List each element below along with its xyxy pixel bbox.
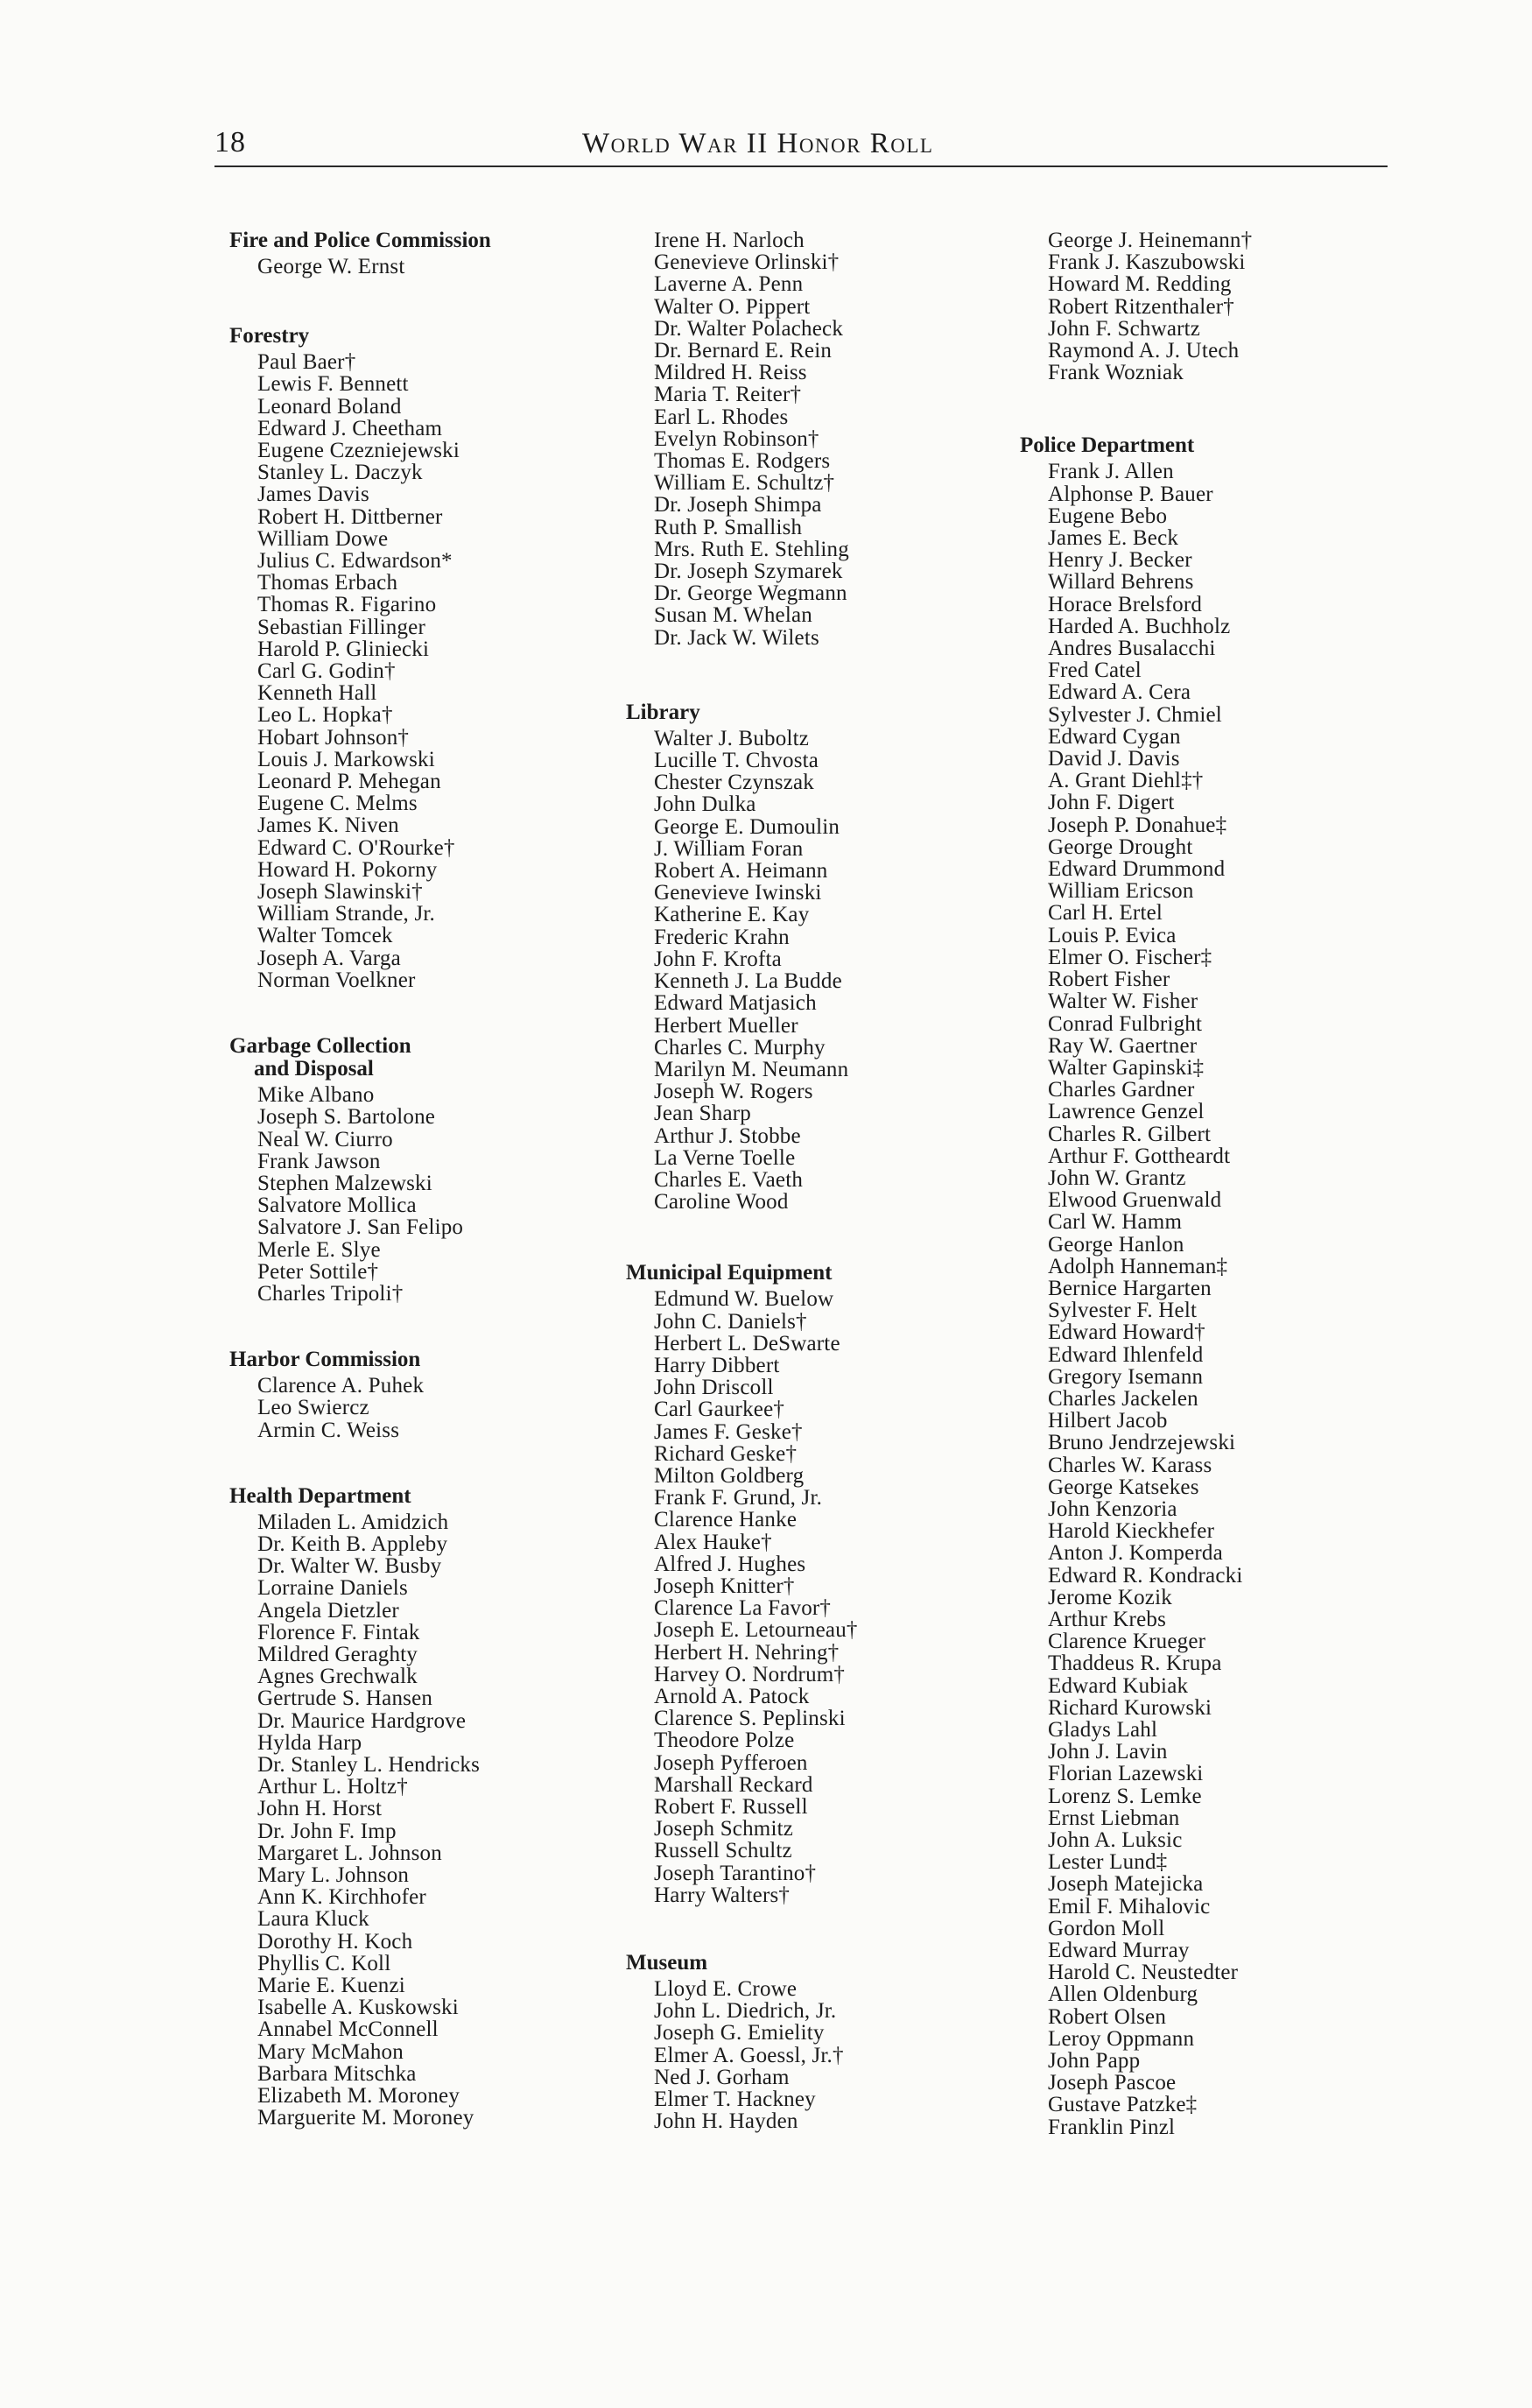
name-entry: Robert Fisher	[1048, 968, 1170, 992]
name-entry: Harold C. Neustedter	[1048, 1961, 1239, 1985]
name-entry: Peter Sottile†	[257, 1259, 379, 1284]
name-entry: Allen Oldenburg	[1048, 1982, 1198, 2007]
name-entry: James F. Geske†	[654, 1419, 803, 1444]
name-entry: David J. Davis	[1048, 747, 1180, 771]
name-entry: William E. Schultz†	[654, 471, 835, 496]
name-entry: Joseph Knitter†	[654, 1574, 795, 1598]
name-entry: Jerome Kozik	[1048, 1585, 1172, 1609]
name-entry: Walter J. Buboltz	[654, 726, 810, 750]
name-entry: Lawrence Genzel	[1048, 1100, 1205, 1124]
name-entry: Edward R. Kondracki	[1048, 1563, 1243, 1588]
name-entry: Fred Catel	[1048, 658, 1142, 683]
name-entry: Kenneth Hall	[257, 681, 377, 706]
name-entry: Robert A. Heimann	[654, 859, 828, 884]
name-entry: John H. Horst	[257, 1797, 383, 1821]
name-entry: Hobart Johnson†	[257, 725, 410, 750]
name-entry: Harry Dibbert	[654, 1353, 780, 1377]
name-entry: Edward Ihlenfeld	[1048, 1342, 1204, 1367]
name-entry: J. William Foran	[654, 836, 804, 861]
name-entry: Joseph A. Varga	[257, 946, 401, 970]
name-entry: Kenneth J. La Budde	[654, 969, 842, 994]
name-entry: Willard Behrens	[1048, 570, 1194, 595]
name-entry: Robert F. Russell	[654, 1795, 808, 1819]
section-forestry	[229, 325, 606, 991]
name-entry: John F. Schwartz	[1048, 316, 1201, 341]
name-entry: Mary McMahon	[257, 2039, 404, 2064]
name-entry: Mildred H. Reiss	[654, 361, 807, 385]
name-entry: Joseph P. Donahue‡	[1048, 813, 1227, 837]
name-list	[626, 229, 1002, 649]
section-police	[1020, 434, 1396, 2137]
name-entry: Conrad Fulbright	[1048, 1011, 1203, 1036]
name-entry: Harvey O. Nordrum†	[654, 1662, 846, 1686]
name-entry: Mildred Geraghty	[257, 1642, 418, 1666]
name-list	[229, 351, 606, 991]
name-entry: Hilbert Jacob	[1048, 1409, 1168, 1433]
name-entry: Frank Wozniak	[1048, 361, 1184, 385]
name-entry: Harded A. Buchholz	[1048, 614, 1231, 638]
name-list	[626, 1288, 1002, 1906]
name-entry: William Ericson	[1048, 879, 1194, 904]
name-entry: Joseph Pascoe	[1048, 2071, 1177, 2095]
name-entry: Armin C. Weiss	[257, 1418, 400, 1442]
name-entry: Elizabeth M. Moroney	[257, 2084, 460, 2109]
name-entry: George Katsekes	[1048, 1475, 1199, 1499]
name-entry: Henry J. Becker	[1048, 548, 1192, 573]
name-entry: Norman Voelkner	[257, 968, 416, 992]
name-entry: Alex Hauke†	[654, 1530, 772, 1554]
name-entry: William Strande, Jr.	[257, 902, 435, 926]
page-header	[214, 123, 1388, 166]
name-entry: Edward Matjasich	[654, 991, 817, 1016]
name-entry: Salvatore Mollica	[257, 1193, 417, 1218]
name-entry: Maria T. Reiter†	[654, 383, 802, 407]
name-entry: John F. Digert	[1048, 791, 1175, 815]
name-entry: Gregory Isemann	[1048, 1364, 1204, 1389]
name-entry: George E. Dumoulin	[654, 814, 840, 839]
section-library	[626, 701, 1002, 1213]
name-entry: Elwood Gruenwald	[1048, 1188, 1222, 1213]
name-entry: Charles Jackelen	[1048, 1386, 1198, 1411]
name-entry: Salvatore J. San Felipo	[257, 1215, 464, 1240]
name-entry: Marshall Reckard	[654, 1772, 813, 1797]
name-entry: Carl G. Godin†	[257, 659, 396, 684]
name-entry: Frank Jawson	[257, 1149, 381, 1173]
name-entry: Joseph E. Letourneau†	[654, 1618, 858, 1643]
name-entry: Richard Kurowski	[1048, 1695, 1212, 1720]
name-entry: Edward Howard†	[1048, 1320, 1205, 1345]
name-entry: Sebastian Fillinger	[257, 615, 425, 639]
name-entry: Bruno Jendrzejewski	[1048, 1431, 1236, 1455]
name-entry: Herbert L. DeSwarte	[654, 1331, 840, 1355]
column-2	[626, 229, 1002, 2132]
name-entry: Leroy Oppmann	[1048, 2026, 1195, 2051]
name-entry: Stanley L. Daczyk	[257, 461, 423, 485]
section-title: Museum	[626, 1951, 708, 1975]
name-entry: Frank J. Kaszubowski	[1048, 250, 1246, 275]
name-entry: Lorenz S. Lemke	[1048, 1784, 1202, 1808]
name-entry: Herbert Mueller	[654, 1013, 798, 1038]
name-entry: Joseph Slawinski†	[257, 880, 423, 905]
name-entry: Dr. Keith B. Appleby	[257, 1531, 448, 1556]
name-entry: Florence F. Fintak	[257, 1620, 420, 1644]
name-entry: Dr. Walter Polacheck	[654, 316, 844, 341]
section-title: Fire and Police Commission	[229, 229, 491, 252]
name-entry: Genevieve Iwinski	[654, 881, 822, 905]
name-entry: Herbert H. Nehring†	[654, 1640, 840, 1665]
name-entry: Walter Gapinski‡	[1048, 1055, 1205, 1080]
name-entry: Lewis F. Bennett	[257, 372, 409, 397]
name-entry: Franklin Pinzl	[1048, 2115, 1176, 2139]
name-entry: Dorothy H. Koch	[257, 1929, 413, 1954]
header-rule	[214, 165, 1388, 167]
name-entry: Charles Tripoli†	[257, 1281, 404, 1306]
section-garbage	[229, 1035, 606, 1305]
name-list	[626, 728, 1002, 1213]
name-entry: Stephen Malzewski	[257, 1171, 432, 1195]
name-entry: Charles C. Murphy	[654, 1035, 826, 1060]
name-entry: Edward Kubiak	[1048, 1673, 1189, 1698]
name-entry: John Kenzoria	[1048, 1496, 1177, 1521]
section-municipal-equipment	[626, 1262, 1002, 1906]
name-entry: Gertrude S. Hansen	[257, 1686, 433, 1711]
name-entry: Howard M. Redding	[1048, 272, 1232, 297]
name-entry: La Verne Toelle	[654, 1145, 796, 1170]
name-entry: Robert Ritzenthaler†	[1048, 294, 1234, 319]
name-list	[626, 1978, 1002, 2132]
section-title-line2: and Disposal	[254, 1057, 374, 1081]
name-entry: A. Grant Diehl‡†	[1048, 769, 1204, 793]
name-entry: George Hanlon	[1048, 1232, 1184, 1257]
name-entry: Mary L. Johnson	[257, 1862, 410, 1887]
name-entry: Charles E. Vaeth	[654, 1167, 804, 1192]
name-entry: Sylvester F. Helt	[1048, 1299, 1198, 1323]
name-entry: Laverne A. Penn	[654, 272, 804, 297]
name-entry: Irene H. Narloch	[654, 229, 805, 252]
name-entry: Caroline Wood	[654, 1190, 789, 1215]
name-entry: Charles Gardner	[1048, 1078, 1195, 1102]
name-entry: Barbara Mitschka	[257, 2061, 417, 2086]
name-entry: Chester Czynszak	[654, 771, 815, 795]
name-entry: Carl W. Hamm	[1048, 1210, 1183, 1235]
name-entry: Adolph Hanneman‡	[1048, 1254, 1228, 1278]
name-entry: Margaret L. Johnson	[257, 1841, 442, 1865]
name-entry: Frank F. Grund, Jr.	[654, 1486, 823, 1510]
name-entry: Neal W. Ciurro	[257, 1127, 393, 1151]
section-museum-continued	[1020, 229, 1396, 384]
name-entry: John J. Lavin	[1048, 1740, 1168, 1764]
name-entry: Merle E. Slye	[257, 1237, 381, 1262]
section-harbor	[229, 1348, 606, 1441]
name-entry: Walter W. Fisher	[1048, 989, 1198, 1014]
name-entry: Raymond A. J. Utech	[1048, 339, 1240, 363]
name-entry: Dr. George Wegmann	[654, 581, 847, 606]
name-entry: Alfred J. Hughes	[654, 1552, 806, 1576]
name-entry: John L. Diedrich, Jr.	[654, 1999, 837, 2024]
name-entry: Angela Dietzler	[257, 1598, 399, 1623]
name-entry: Ned J. Gorham	[654, 2065, 790, 2089]
name-entry: James E. Beck	[1048, 526, 1179, 551]
section-title: Municipal Equipment	[626, 1261, 833, 1285]
name-list	[229, 1375, 606, 1441]
name-entry: Joseph Schmitz	[654, 1817, 794, 1841]
name-entry: Lester Lund‡	[1048, 1850, 1168, 1875]
name-entry: Dr. Bernard E. Rein	[654, 339, 833, 363]
name-entry: John Driscoll	[654, 1376, 774, 1400]
name-entry: Elmer A. Goessl, Jr.†	[654, 2043, 844, 2067]
name-entry: Mrs. Ruth E. Stehling	[654, 537, 849, 561]
name-entry: Charles W. Karass	[1048, 1453, 1212, 1477]
name-entry: Clarence Hanke	[654, 1508, 798, 1532]
name-entry: Marilyn M. Neumann	[654, 1057, 849, 1081]
name-entry: Ernst Liebman	[1048, 1806, 1180, 1830]
name-entry: John Papp	[1048, 2049, 1141, 2074]
name-entry: Dr. Maurice Hardgrove	[257, 1708, 467, 1733]
name-entry: Julius C. Edwardson*	[257, 549, 453, 574]
name-entry: Susan M. Whelan	[654, 603, 812, 628]
name-entry: Louis P. Evica	[1048, 923, 1177, 947]
name-entry: James Davis	[257, 482, 369, 507]
section-museum	[626, 1952, 1002, 2132]
name-entry: Clarence A. Puhek	[257, 1374, 425, 1398]
section-title: Forestry	[229, 324, 310, 349]
name-entry: Robert Olsen	[1048, 2004, 1167, 2029]
name-entry: Elmer T. Hackney	[654, 2088, 816, 2112]
name-entry: Carl Gaurkee†	[654, 1398, 785, 1422]
name-entry: Carl H. Ertel	[1048, 901, 1163, 926]
name-entry: John A. Luksic	[1048, 1828, 1183, 1853]
name-entry: Laura Kluck	[257, 1907, 369, 1932]
name-entry: Lucille T. Chvosta	[654, 749, 819, 773]
name-entry: Dr. Stanley L. Hendricks	[257, 1752, 481, 1777]
name-entry: Eugene Czezniejewski	[257, 439, 460, 463]
name-entry: Isabelle A. Kuskowski	[257, 1996, 459, 2020]
name-entry: Mike Albano	[257, 1083, 375, 1108]
name-entry: Eugene C. Melms	[257, 792, 418, 816]
name-entry: Dr. Joseph Szymarek	[654, 560, 843, 584]
name-entry: Dr. Joseph Shimpa	[654, 493, 822, 518]
name-entry: Walter O. Pippert	[654, 294, 811, 319]
name-entry: John W. Grantz	[1048, 1165, 1186, 1190]
name-entry: Hylda Harp	[257, 1730, 362, 1755]
name-entry: Edward J. Cheetham	[257, 416, 443, 440]
name-entry: Joseph Matejicka	[1048, 1872, 1204, 1897]
name-entry: James K. Niven	[257, 813, 399, 838]
name-entry: Clarence Krueger	[1048, 1630, 1206, 1654]
name-entry: Arnold A. Patock	[654, 1684, 810, 1708]
name-entry: Emil F. Mihalovic	[1048, 1894, 1211, 1919]
name-entry: Leonard Boland	[257, 394, 402, 419]
name-entry: Gustave Patzke‡	[1048, 2093, 1198, 2117]
name-entry: Arthur L. Holtz†	[257, 1775, 408, 1799]
name-entry: Clarence S. Peplinski	[654, 1707, 846, 1731]
name-entry: Joseph S. Bartolone	[257, 1105, 436, 1130]
name-entry: Theodore Polze	[654, 1729, 795, 1753]
section-fire-police	[229, 229, 606, 278]
name-entry: Thomas E. Rodgers	[654, 449, 831, 474]
running-title: World War II Honor Roll	[582, 128, 934, 159]
section-title	[229, 1035, 606, 1081]
section-health-continued	[626, 229, 1002, 649]
name-entry: Florian Lazewski	[1048, 1762, 1204, 1786]
name-entry: Joseph W. Rogers	[654, 1080, 813, 1104]
name-entry: Richard Geske†	[654, 1441, 798, 1466]
name-list	[1020, 229, 1396, 384]
name-entry: Edward Cygan	[1048, 724, 1181, 749]
column-1	[229, 229, 606, 2129]
name-entry: Joseph Tarantino†	[654, 1861, 817, 1885]
name-list	[229, 256, 606, 278]
name-entry: Clarence La Favor†	[654, 1596, 832, 1621]
section-title: Health Department	[229, 1483, 411, 1508]
name-entry: Andres Busalacchi	[1048, 637, 1216, 661]
name-entry: Alphonse P. Bauer	[1048, 482, 1213, 506]
name-entry: Eugene Bebo	[1048, 503, 1168, 528]
name-entry: Earl L. Rhodes	[654, 405, 789, 429]
name-entry: Frederic Krahn	[654, 925, 790, 949]
name-entry: Anton J. Komperda	[1048, 1541, 1223, 1566]
name-entry: William Dowe	[257, 526, 389, 551]
name-entry: Edward Drummond	[1048, 857, 1226, 882]
section-title: Harbor Commission	[229, 1348, 421, 1372]
name-entry: Annabel McConnell	[257, 2017, 439, 2042]
name-entry: Joseph G. Emielity	[654, 2021, 825, 2045]
name-entry: Dr. John F. Imp	[257, 1819, 397, 1843]
name-entry: Thomas Erbach	[257, 571, 398, 595]
name-entry: Harold Kieckhefer	[1048, 1519, 1215, 1544]
name-entry: Phyllis C. Koll	[257, 1951, 391, 1975]
name-entry: Dr. Jack W. Wilets	[654, 625, 819, 650]
name-entry: Dr. Walter W. Busby	[257, 1554, 442, 1579]
name-entry: Arthur J. Stobbe	[654, 1123, 801, 1148]
name-entry: Harry Walters†	[654, 1883, 791, 1907]
name-list	[229, 1511, 606, 2130]
column-3	[1020, 229, 1396, 2138]
name-entry: Charles R. Gilbert	[1048, 1122, 1212, 1146]
name-entry: George Drought	[1048, 834, 1193, 859]
name-entry: Edward Murray	[1048, 1939, 1190, 1963]
name-entry: Lloyd E. Crowe	[654, 1977, 798, 2002]
name-entry: Leo Swiercz	[257, 1396, 369, 1420]
name-entry: Horace Brelsford	[1048, 592, 1203, 616]
name-entry: Lorraine Daniels	[257, 1576, 408, 1601]
name-entry: John F. Krofta	[654, 947, 782, 971]
section-health	[229, 1485, 606, 2130]
name-entry: Agnes Grechwalk	[257, 1665, 418, 1689]
name-entry: Howard H. Pokorny	[257, 857, 438, 882]
name-entry: Edmund W. Buelow	[654, 1287, 834, 1312]
name-entry: Arthur Krebs	[1048, 1607, 1167, 1631]
name-entry: Ray W. Gaertner	[1048, 1033, 1198, 1058]
name-entry: Evelyn Robinson†	[654, 426, 819, 451]
name-entry: Marie E. Kuenzi	[257, 1974, 405, 1997]
name-entry: Leonard P. Mehegan	[257, 770, 441, 794]
name-entry: George J. Heinemann†	[1048, 229, 1253, 252]
name-entry: Louis J. Markowski	[257, 747, 435, 771]
section-title: Police Department	[1020, 433, 1195, 458]
name-entry: Thaddeus R. Krupa	[1048, 1651, 1222, 1676]
name-entry: Gordon Moll	[1048, 1916, 1165, 1940]
name-entry: Jean Sharp	[654, 1102, 751, 1126]
name-entry: John H. Hayden	[654, 2109, 798, 2134]
name-entry: Leo L. Hopka†	[257, 703, 393, 728]
name-entry: Thomas R. Figarino	[257, 593, 437, 617]
name-entry: Sylvester J. Chmiel	[1048, 702, 1222, 727]
section-title-line1: Garbage Collection	[229, 1034, 411, 1059]
name-entry: Robert H. Dittberner	[257, 504, 443, 529]
name-entry: George W. Ernst	[257, 255, 405, 278]
name-list	[1020, 461, 1396, 2137]
name-entry: Gladys Lahl	[1048, 1718, 1158, 1742]
name-entry: Frank J. Allen	[1048, 460, 1174, 484]
name-entry: Miladen L. Amidzich	[257, 1510, 449, 1534]
name-entry: Edward C. O'Rourke†	[257, 835, 455, 860]
name-entry: Arthur F. Gottheardt	[1048, 1144, 1231, 1168]
name-entry: Ann K. Kirchhofer	[257, 1885, 426, 1910]
name-entry: Katherine E. Kay	[654, 903, 810, 927]
name-entry: Ruth P. Smallish	[654, 515, 803, 539]
name-entry: Russell Schultz	[654, 1839, 792, 1863]
name-list	[229, 1084, 606, 1305]
name-entry: Milton Goldberg	[654, 1463, 805, 1488]
name-entry: Walter Tomcek	[257, 924, 393, 948]
section-title: Library	[626, 700, 700, 724]
name-entry: Bernice Hargarten	[1048, 1276, 1212, 1300]
name-entry: Genevieve Orlinski†	[654, 250, 840, 275]
page-number: 18	[214, 126, 246, 158]
name-entry: John C. Daniels†	[654, 1309, 807, 1334]
name-entry: Marguerite M. Moroney	[257, 2106, 474, 2130]
name-entry: Harold P. Gliniecki	[257, 637, 430, 661]
name-entry: John Dulka	[654, 792, 756, 817]
name-entry: Elmer O. Fischer‡	[1048, 945, 1212, 969]
name-entry: Edward A. Cera	[1048, 680, 1191, 705]
name-entry: Joseph Pyfferoen	[654, 1750, 808, 1775]
name-entry: Paul Baer†	[257, 350, 356, 375]
